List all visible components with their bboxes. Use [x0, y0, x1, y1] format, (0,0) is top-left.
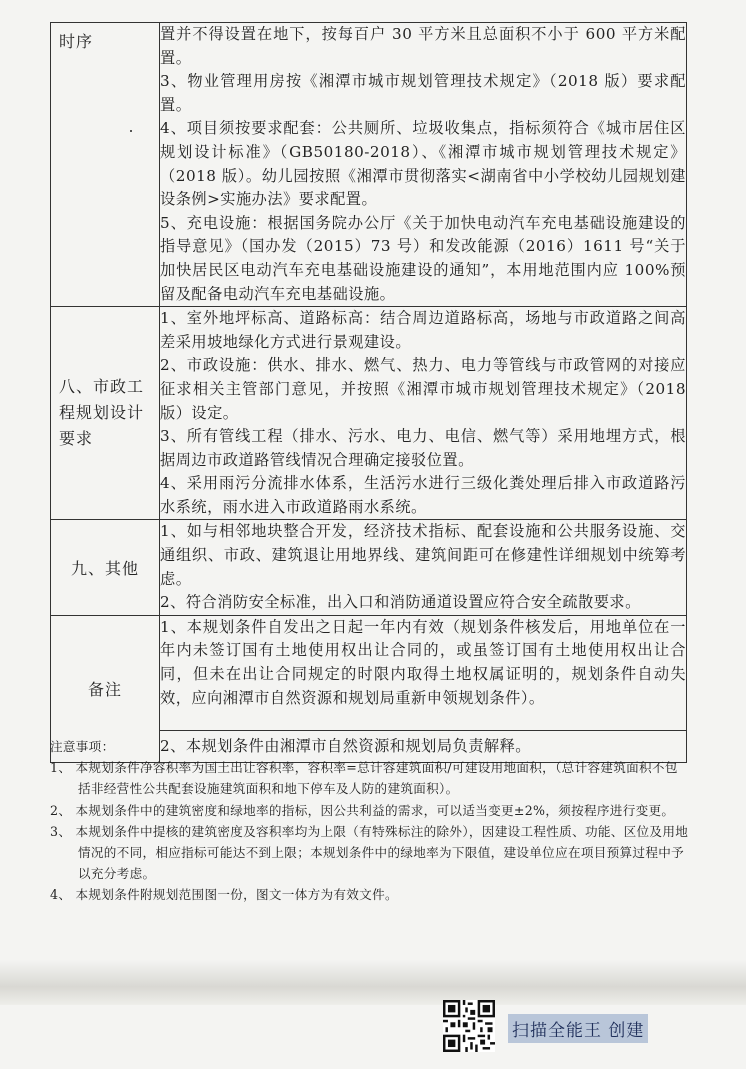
row-label: 九、其他: [51, 520, 160, 615]
paragraph: 4、项目须按要求配套：公共厕所、垃圾收集点，指标须符合《城市居住区规划设计标准》（GB50180-2018）、《湘潭市城市规划管理技术规定》（2018 版）。幼儿园按照《湘潭市贯彻落实<湖南省中小学校幼儿园规划建设条例>实施办法》要求配置。: [160, 119, 686, 209]
note-item: 1、 本规划条件净容积率为国土出让容积率，容积率=总计容建筑面积/可建设用地面积，（总计容建筑面积不包括非经营性公共配套设施建筑面积和地下停车及人防的建筑面积）。: [50, 760, 678, 797]
paragraph: 3、所有管线工程（排水、污水、电力、电信、燃气等）采用地埋方式，根据周边市政道路管线情况合理确定接驳位置。: [160, 427, 686, 469]
paragraph: 置并不得设置在地下，按每百户 30 平方米且总面积不小于 600 平方米配置。: [160, 25, 686, 67]
note-item: 4、 本规划条件附规划范围图一份，图文一体方为有效文件。: [50, 887, 398, 903]
paragraph: 2、本规划条件由湘潭市自然资源和规划局负责解释。: [160, 736, 531, 755]
paragraph: 1、本规划条件自发出之日起一年内有效（规划条件核发后，用地单位在一年内未签订国有土地使用权出让合同的，或虽签订国有土地使用权出让合同，但未在出让合同规定的时限内取得土地权属证明的，规划条件自动失效，应向湘潭市自然资源和规划局重新申领规划条件）。: [160, 617, 686, 707]
note-item: 2、 本规划条件中的建筑密度和绿地率的指标，因公共利益的需求，可以适当变更±2%，须按程序进行变更。: [50, 802, 675, 818]
paragraph: 4、采用雨污分流排水体系，生活污水进行三级化粪处理后排入市政道路污水系统，雨水进入市政道路雨水系统。: [160, 474, 686, 516]
planning-conditions-table: [50, 22, 687, 763]
notes-section: [50, 736, 690, 906]
row-content: [160, 520, 687, 615]
paragraph: 1、室外地坪标高、道路标高：结合周边道路标高，场地与市政道路之间高差采用坡地绿化方式进行景观建设。: [160, 309, 686, 351]
row-label: 八、市政工程规划设计要求: [51, 307, 160, 520]
notes-title: 注意事项：: [50, 739, 115, 754]
scan-speck: [130, 130, 132, 132]
table-row: [51, 520, 687, 615]
scan-shadow: [0, 960, 746, 1005]
table-row: [51, 307, 687, 520]
paragraph: 5、充电设施：根据国务院办公厅《关于加快电动汽车充电基础设施建设的指导意见》（国办发（2015）73 号）和发改能源（2016）1611 号“关于加快居民区电动汽车充电基础设施建设的通知”，本用地范围内应 100%预留及配备电动汽车充电基础设施。: [160, 213, 686, 303]
row-label: 时序: [51, 23, 160, 307]
scanner-watermark: 扫描全能王 创建: [508, 1014, 648, 1043]
qr-code-icon: [443, 1000, 495, 1052]
paragraph: 3、物业管理用房按《湘潭市城市规划管理技术规定》（2018 版）要求配置。: [160, 72, 686, 114]
paragraph: 2、符合消防安全标准，出入口和消防通道设置应符合安全疏散要求。: [160, 593, 641, 612]
row-content: [160, 615, 687, 730]
note-item: 3、 本规划条件中提核的建筑密度及容积率均为上限（有特殊标注的除外），因建设工程性质、功能、区位及用地情况的不同，相应指标可能达不到上限；本规划条件中的绿地率为下限值，建设单位应在项目预算过程中予以充分考虑。: [50, 823, 689, 882]
paragraph: 2、市政设施：供水、排水、燃气、热力、电力等管线与市政管网的对接应征求相关主管部门意见，并按照《湘潭市城市规划管理技术规定》（2018 版）设定。: [160, 356, 686, 422]
row-content: [160, 307, 687, 520]
row-label: 备注: [51, 615, 160, 762]
table-row: [51, 23, 687, 307]
table-row: [51, 615, 687, 730]
paragraph: 1、如与相邻地块整合开发，经济技术指标、配套设施和公共服务设施、交通组织、市政、建筑退让用地界线、建筑间距可在修建性详细规划中统筹考虑。: [160, 522, 686, 588]
row-content: [160, 23, 687, 307]
